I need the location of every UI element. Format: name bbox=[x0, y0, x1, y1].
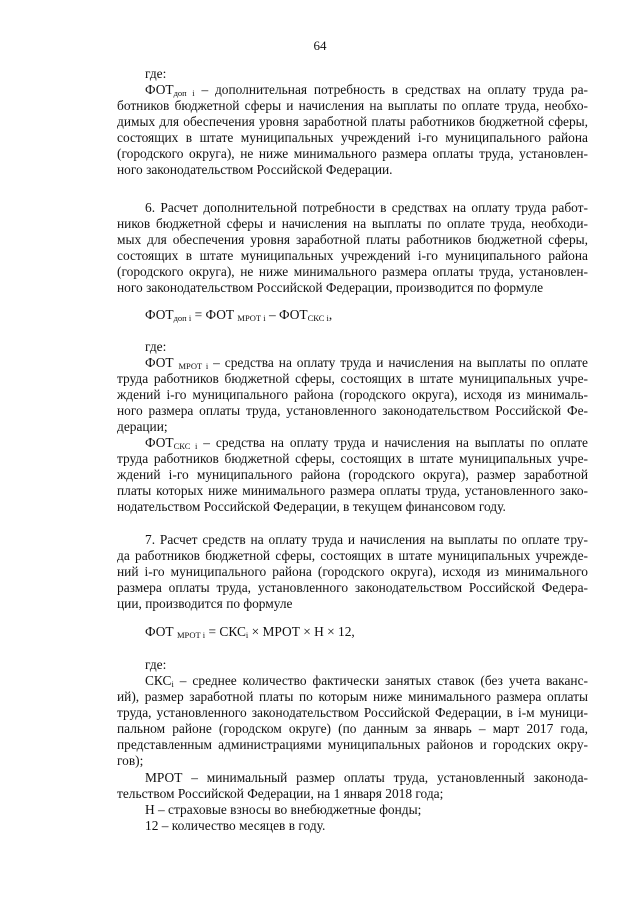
text-line: 7. Расчет средств на оплату труда и начисления на выплаты по оплате тру- bbox=[145, 532, 588, 547]
term-subscript: i bbox=[171, 679, 174, 689]
text-line: ников бюджетной сферы и начисления на выплаты по оплате труда, необходи- bbox=[117, 216, 588, 231]
text-line: (городского округа), не ниже минимального размера оплаты труда, установлен- bbox=[117, 146, 588, 161]
text-line: состоящих в штате муниципальных учреждений i-го муниципального района bbox=[117, 248, 588, 263]
text-line: димых для обеспечения уровня заработной платы работников бюджетной сферы, bbox=[117, 114, 588, 129]
term-definition: – средства на оплату труда и начисления на выплаты по оплате bbox=[208, 355, 588, 370]
term-definition: – дополнительная потребность в средствах на оплату труда ра- bbox=[194, 82, 588, 97]
term-subscript: доп i bbox=[173, 88, 195, 98]
text-line: труда, установленного законодательством Российской Федерации, в i-м муници- bbox=[117, 705, 588, 720]
where-label: где: bbox=[145, 339, 167, 354]
where-label: где: bbox=[145, 66, 167, 81]
text-line: мых для обеспечения уровня заработной платы работников бюджетной сферы, bbox=[117, 232, 588, 247]
term-definition: – средства на оплату труда и начисления на выплаты по оплате bbox=[197, 435, 588, 450]
text-line: да работников бюджетной сферы, состоящих в штате муниципальных учрежде- bbox=[117, 548, 588, 563]
formula-term: = СКС bbox=[205, 624, 246, 639]
formula-term: × МРОТ × Н × 12, bbox=[248, 624, 355, 639]
formula-fot-mrot bbox=[145, 624, 355, 640]
formula-subscript: i bbox=[245, 630, 249, 640]
text-line: труда работников бюджетной сферы, состоящих в штате муниципальных учре- bbox=[117, 451, 588, 466]
term: ФОТ bbox=[145, 82, 174, 97]
text-line: труда работников бюджетной сферы, состоящих в штате муниципальных учре- bbox=[117, 371, 588, 386]
formula-subscript: СКС i bbox=[307, 313, 329, 323]
text-line: МРОТ – минимальный размер оплаты труда, установленный законода- bbox=[145, 770, 588, 785]
where-label: где: bbox=[145, 657, 167, 672]
text-line bbox=[145, 355, 588, 371]
text-line: платы которых ниже минимального размера оплаты труда, установленного зако- bbox=[117, 483, 588, 498]
text-line: гов); bbox=[117, 753, 144, 768]
text-line bbox=[145, 435, 588, 451]
text-line: тельством Российской Федерации, на 1 января 2018 года; bbox=[117, 786, 444, 801]
text-line: дерации; bbox=[117, 419, 168, 434]
text-line: ного размера оплаты труда, установленного законодательством Российской Фе- bbox=[117, 403, 588, 418]
term: СКС bbox=[145, 673, 172, 688]
text-line: размера оплаты труда, установленного законодательством Российской Федера- bbox=[117, 580, 588, 595]
text-line: 6. Расчет дополнительной потребности в средствах на оплату труда работ- bbox=[145, 200, 588, 215]
text-line bbox=[145, 673, 588, 689]
term-subscript: СКС i bbox=[173, 441, 198, 451]
formula-subscript: доп i bbox=[173, 313, 192, 323]
text-line: ний i-го муниципального района (городского округа), исходя из минимального bbox=[117, 564, 588, 579]
text-line: ции, производится по формуле bbox=[117, 596, 293, 611]
formula-term: ФОТ bbox=[145, 307, 174, 322]
text-line: ботников бюджетной сферы и начисления на выплаты по оплате труда, необхо- bbox=[117, 98, 588, 113]
formula-term: – ФОТ bbox=[265, 307, 308, 322]
text-line: пальном районе (городском округе) (по данным за январь – март 2017 года, bbox=[117, 721, 588, 736]
text-line: представленным администрациями муниципальных районов и городских окру- bbox=[117, 737, 588, 752]
formula-subscript: МРОТ i bbox=[237, 313, 266, 323]
page-number: 64 bbox=[313, 38, 327, 53]
term: ФОТ bbox=[145, 435, 174, 450]
formula-subscript: МРОТ i bbox=[176, 630, 206, 640]
term-definition: – среднее количество фактически занятых ставок (без учета ваканс- bbox=[173, 673, 588, 688]
formula-term: ФОТ bbox=[145, 624, 177, 639]
text-line: состоящих в штате муниципальных учреждений i-го муниципального района bbox=[117, 130, 588, 145]
formula-fot-dop bbox=[145, 307, 332, 323]
formula-punct: , bbox=[328, 307, 333, 322]
term-subscript: МРОТ i bbox=[178, 361, 209, 371]
formula-term: = ФОТ bbox=[191, 307, 238, 322]
definition-n: Н – страховые взносы во внебюджетные фонды; bbox=[145, 802, 422, 817]
text-line: ий), размер заработной платы по которым ниже минимального размера оплаты bbox=[117, 689, 588, 704]
definition-12: 12 – количество месяцев в году. bbox=[145, 818, 326, 833]
text-line bbox=[145, 82, 588, 98]
text-line: ждений i-го муниципального района (городского округа), исходя из минималь- bbox=[117, 387, 588, 402]
text-line: (городского округа), не ниже минимального размера оплаты труда, установлен- bbox=[117, 264, 588, 279]
text-line: ного законодательством Российской Федерации, производится по формуле bbox=[117, 280, 544, 295]
term: ФОТ bbox=[145, 355, 179, 370]
text-line: нодательством Российской Федерации, в текущем финансовом году. bbox=[117, 499, 506, 514]
text-line: ного законодательством Российской Федерации. bbox=[117, 162, 393, 177]
text-line: ждений i-го муниципального района (городского округа), размер заработной bbox=[117, 467, 588, 482]
